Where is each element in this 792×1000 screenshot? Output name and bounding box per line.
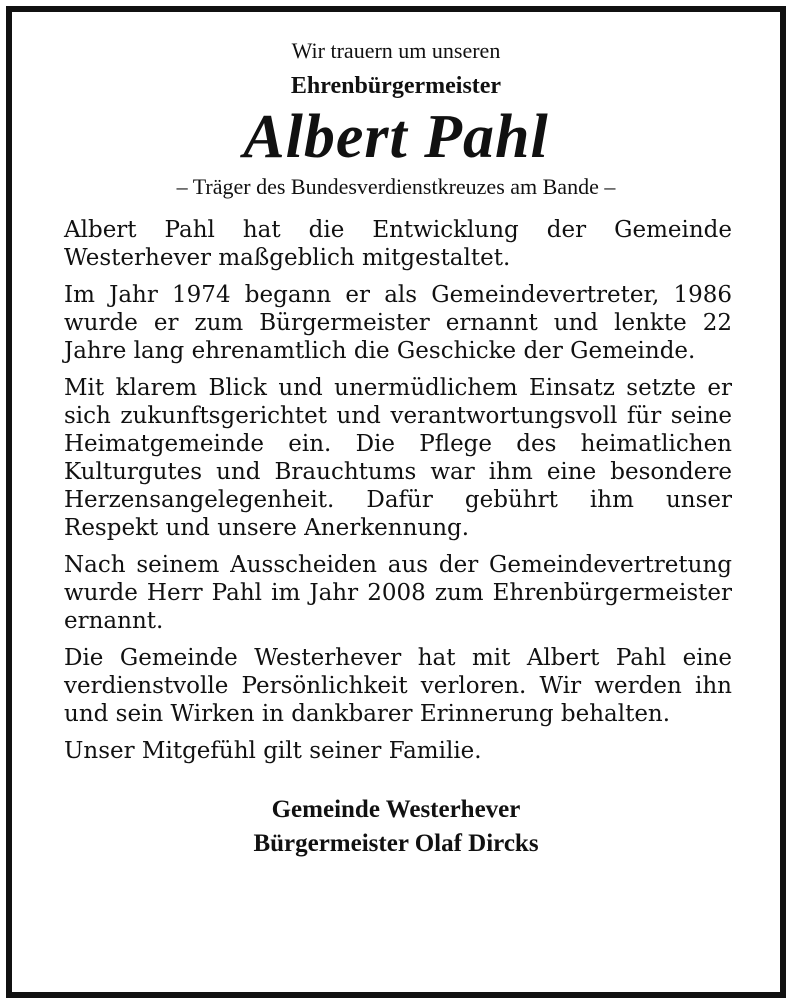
paragraph: Albert Pahl hat die Entwicklung der Gemeinde Westerhever maßgeblich mitgestaltet. xyxy=(64,217,732,271)
honorary-title: Ehrenbürgermeister xyxy=(290,73,502,99)
obituary-notice xyxy=(6,6,786,998)
signature-mayor: Bürgermeister Olaf Dircks xyxy=(253,830,539,857)
paragraph: Mit klarem Blick und unermüdlichem Einsatz setzte er sich zukunftsgerichtet und verantwortungsvoll für seine Heimatgemeinde ein. Die Pflege des heimatlichen Kulturgutes und Brauchtums war ihm eine besondere Herzensangelegenheit. Dafür gebührt ihm unser Respekt und unsere Anerkennung. xyxy=(64,375,732,541)
intro-line: Wir trauern um unseren xyxy=(291,38,501,63)
signature-block xyxy=(12,793,780,861)
notice-body xyxy=(64,216,732,765)
deceased-name: Albert Pahl xyxy=(243,103,549,171)
signature-municipality: Gemeinde Westerhever xyxy=(271,796,521,823)
paragraph: Die Gemeinde Westerhever hat mit Albert Pahl eine verdienstvolle Persönlichkeit verloren. Wir werden ihn und sein Wirken in dankbarer Erinnerung behalten. xyxy=(64,645,732,727)
award-subtitle: – Träger des Bundesverdienstkreuzes am Bande – xyxy=(176,174,616,199)
notice-header xyxy=(12,36,780,202)
paragraph: Unser Mitgefühl gilt seiner Familie. xyxy=(64,738,482,764)
paragraph: Im Jahr 1974 begann er als Gemeindevertreter, 1986 wurde er zum Bürgermeister ernannt und lenkte 22 Jahre lang ehrenamtlich die Geschicke der Gemeinde. xyxy=(64,282,732,364)
paragraph: Nach seinem Ausscheiden aus der Gemeindevertretung wurde Herr Pahl im Jahr 2008 zum Ehrenbürgermeister ernannt. xyxy=(64,552,732,634)
